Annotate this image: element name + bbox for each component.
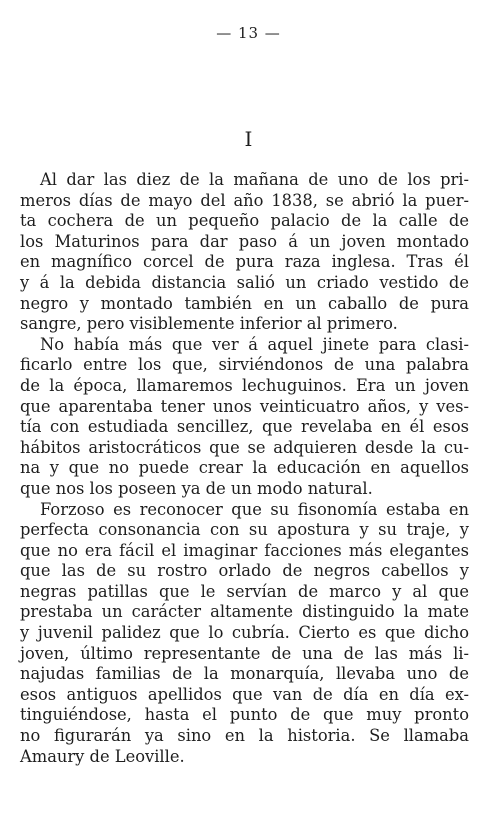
text-line: ta cochera de un pequeño palacio de la calle de — [20, 211, 469, 231]
text-line: no figurarán ya sino en la historia. Se llamaba — [20, 726, 469, 746]
paragraph — [20, 335, 469, 500]
text-line: que las de su rostro orlado de negros cabellos y — [20, 561, 469, 581]
text-line: los Maturinos para dar paso á un joven montado — [20, 231, 469, 251]
chapter-heading: I — [244, 127, 253, 151]
text-line: que aparentaba tener unos veinticuatro años, y ves- — [20, 396, 469, 416]
text-line: Amaury de Leoville. — [20, 746, 185, 766]
text-line: y á la debida distancia salió un criado vestido de — [20, 272, 469, 292]
paragraph — [20, 170, 469, 335]
text-line: negras patillas que le servían de marco y al que — [20, 581, 469, 601]
text-line: na y que no puede crear la educación en aquellos — [20, 458, 469, 478]
text-line: sangre, pero visiblemente inferior al primero. — [20, 314, 398, 334]
text-line: y juvenil palidez que lo cubría. Cierto es que dicho — [20, 623, 469, 643]
text-line: meros días de mayo del año 1838, se abrió la puer- — [20, 190, 469, 210]
text-line: de la época, llamaremos lechuguinos. Era un joven — [20, 375, 469, 395]
text-line: Forzoso es reconocer que su fisonomía estaba en — [40, 499, 469, 519]
body-text — [20, 170, 469, 767]
page-number: — 13 — — [216, 24, 281, 42]
text-line: que nos los poseen ya de un modo natural. — [20, 478, 373, 498]
text-line: ficarlo entre los que, sirviéndonos de una palabra — [20, 355, 469, 375]
paragraph — [20, 500, 469, 768]
text-line: tía con estudiada sencillez, que revelaba en él esos — [20, 417, 469, 437]
text-line: Al dar las diez de la mañana de uno de los pri- — [40, 170, 469, 189]
text-line: tinguiéndose, hasta el punto de que muy pronto — [20, 705, 469, 725]
text-line: esos antiguos apellidos que van de día en día ex- — [20, 684, 469, 704]
text-line: hábitos aristocráticos que se adquieren desde la cu- — [20, 437, 469, 457]
text-line: joven, último representante de una de las más li- — [20, 643, 469, 663]
text-line: najudas familias de la monarquía, llevaba uno de — [20, 664, 469, 684]
text-line: negro y montado también en un caballo de pura — [20, 293, 469, 313]
text-line: prestaba un carácter altamente distinguido la mate — [20, 602, 469, 622]
text-line: perfecta consonancia con su apostura y su traje, y — [20, 520, 469, 540]
text-line: No había más que ver á aquel jinete para clasi- — [40, 334, 469, 354]
text-line: en magnífico corcel de pura raza inglesa. Tras él — [20, 252, 469, 272]
text-line: que no era fácil el imaginar facciones más elegantes — [20, 540, 469, 560]
